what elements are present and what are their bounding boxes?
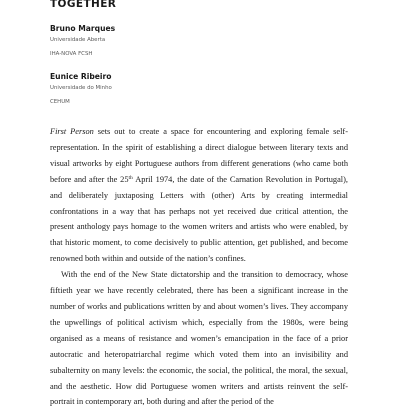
author-affiliation: CEHUM [50,98,70,105]
author-block [50,24,115,61]
author-block [50,72,112,109]
paragraph-text: April 1974, the date of the Carnation Revolution in Portugal), and deliberately juxtaposing Letters with (other) Arts by creating intermedial confrontations in a way that has perhaps not yet received due critical attention, the present anthology pays homage to the women writers and artists who were enabled, by that historic moment, to come decisively to public attention, get published, and become renowned both within and outside of the nation’s confines. [50,174,348,264]
author-name: Eunice Ribeiro [50,72,112,81]
ordinal-superscript: th [128,174,133,181]
author-name: Bruno Marques [50,24,116,33]
author-affiliation: Universidade Aberta [50,37,106,43]
author-affiliation: IHA-NOVA FCSH [50,50,93,57]
paragraph-text: sets out to create a space for encountering and exploring female self-representation. In the spirit of establishing a direct dialogue between literary texts and visual artworks by eight Portuguese authors from different generations (who came both before and after the 25 [50,127,348,184]
section-heading: TOGETHER [50,0,117,10]
paragraph: With the end of the New State dictatorship and the transition to democracy, whose fiftieth year we have recently celebrated, there has been a significant increase in the number of works and publications written by and about women’s lives. They accompany the upwellings of political activism which, especially from the 1980s, were being organised as a means of resistance and women’s emancipation in the face of a prior autocratic and heteropatriarchal regime which voted them into an invisibility and subalternity on many levels: the economic, the social, the political, the moral, the sexual, and the aesthetic. How did Portuguese women writers and artists reinvent the self-portrait in contemporary art, both during and after the period of the [50,270,348,407]
body-text [50,124,348,410]
book-title: First Person [50,127,94,136]
paragraph [50,124,348,267]
author-affiliation: Universidade do Minho [50,85,112,91]
